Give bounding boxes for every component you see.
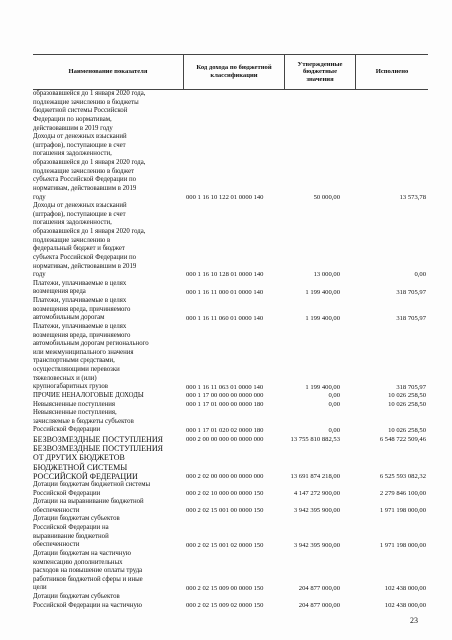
table-row: [33, 498, 428, 515]
row-name: ПРОЧИЕ НЕНАЛОГОВЫЕ ДОХОДЫ: [33, 391, 144, 399]
row-code: 000 2 02 10 000 00 0000 150: [186, 489, 264, 497]
row-name: Платежи, уплачиваемые в целях возмещения вреда, причиняемого автомобильным дорогам: [33, 297, 131, 322]
row-name: Дотации бюджетам на частичную компенсацию дополнительных расходов на повышение оплаты труда работников бюджетной сферы и иные цели: [33, 549, 143, 592]
row-name: Платежи, уплачиваемые в целях возмещения вреда, причиняемого автомобильным дорогам регионального или межмуниципального значения транспортными средствами, осуществляющими перевозки тяжеловесных и (или) крупногабаритных грузов: [33, 322, 149, 391]
row-approved: 1 199 400,00: [305, 314, 340, 322]
row-approved: 204 877 000,00: [298, 601, 340, 609]
table-row: [33, 133, 428, 202]
row-executed: 318 705,97: [396, 288, 426, 296]
budget-table: [33, 54, 428, 610]
table-row: [33, 515, 428, 550]
row-approved: 3 942 395 900,00: [293, 541, 340, 549]
row-approved: 13 755 810 882,53: [290, 435, 340, 443]
row-executed: 2 279 846 100,00: [379, 489, 426, 497]
row-approved: 0,00: [328, 392, 340, 400]
row-name: Невыясненные поступления, зачисляемые в бюджеты субъектов Российской Федерации: [33, 409, 134, 434]
row-executed: 10 026 258,50: [388, 426, 426, 434]
table-row: [33, 90, 428, 133]
row-name: Невыясненные поступления: [33, 400, 116, 408]
row-name: Дотации бюджетам бюджетной системы Российской Федерации: [33, 480, 151, 497]
row-code: 000 2 02 15 001 02 0000 150: [186, 541, 264, 549]
row-approved: 1 199 400,00: [305, 288, 340, 296]
table-row: [33, 409, 428, 435]
row-approved: 204 877 000,00: [298, 584, 340, 592]
table-row: [33, 323, 428, 392]
row-code: 000 1 17 01 000 00 0000 180: [186, 400, 264, 408]
row-code: 000 1 16 11 000 01 0000 140: [186, 288, 264, 296]
row-code: 000 1 16 11 063 01 0000 140: [186, 383, 264, 391]
table-row: [33, 550, 428, 593]
row-executed: 10 026 258,50: [388, 392, 426, 400]
row-name: образовавшейся до 1 января 2020 года, подлежащие зачислению в бюджеты бюджетной системы Российской Федерации по нормативам, действовавшим в 2019 году: [33, 90, 146, 132]
row-code: 000 1 16 10 128 01 0000 140: [186, 271, 264, 279]
row-code: 000 1 16 10 122 01 0000 140: [186, 193, 264, 201]
header-code: Код дохода по бюджетной классификации: [196, 64, 272, 79]
row-executed: 318 705,97: [396, 314, 426, 322]
row-name: БЕЗВОЗМЕЗДНЫЕ ПОСТУПЛЕНИЯ ОТ ДРУГИХ БЮДЖЕТОВ БЮДЖЕТНОЙ СИСТЕМЫ РОССИЙСКОЙ ФЕДЕРАЦИИ: [33, 444, 163, 481]
table-header: [33, 54, 428, 90]
table-row: [33, 435, 428, 444]
row-executed: 6 525 593 082,32: [379, 472, 426, 480]
header-executed: Исполнено: [375, 68, 409, 76]
row-code: 000 2 02 15 001 00 0000 150: [186, 507, 264, 515]
row-name: Доходы от денежных взысканий (штрафов), поступающие в счет погашения задолженности, образовавшейся до 1 января 2020 года, подлежащие зачислению в бюджет субъекта Российской Федерации по нормативам, действовавшим в 2019 году: [33, 133, 146, 201]
table-row: [33, 481, 428, 498]
header-name: Наименование показателя: [68, 68, 148, 76]
row-executed: 1 971 198 000,00: [379, 507, 426, 515]
header-approved: Утвержденные бюджетные значения: [297, 60, 343, 83]
table-row: [33, 202, 428, 280]
row-executed: 102 438 000,00: [384, 584, 426, 592]
row-executed: 13 573,78: [399, 193, 426, 201]
row-executed: 102 438 000,00: [384, 601, 426, 609]
table-row: [33, 444, 428, 481]
row-executed: 0,00: [414, 271, 426, 279]
row-code: 000 1 16 11 060 01 0000 140: [186, 314, 264, 322]
row-executed: 6 548 722 509,46: [379, 435, 426, 443]
table-row: [33, 392, 428, 401]
row-name: БЕЗВОЗМЕЗДНЫЕ ПОСТУПЛЕНИЯ: [33, 435, 163, 444]
row-approved: 0,00: [328, 400, 340, 408]
table-row: [33, 401, 428, 410]
row-code: 000 1 17 01 020 02 0000 180: [186, 426, 264, 434]
row-approved: 50 000,00: [313, 193, 340, 201]
table-row: [33, 593, 428, 610]
table-body: [33, 90, 428, 610]
row-code: 000 2 02 15 009 00 0000 150: [186, 584, 264, 592]
row-code: 000 2 02 00 000 00 0000 000: [186, 472, 264, 480]
row-name: Дотации бюджетам субъектов Российской Федерации на частичную: [33, 593, 142, 609]
row-approved: 3 942 395 900,00: [293, 507, 340, 515]
row-executed: 10 026 258,50: [388, 400, 426, 408]
row-code: 000 2 00 00 000 00 0000 000: [186, 435, 264, 443]
row-approved: 4 147 272 900,00: [293, 489, 340, 497]
page-number: 23: [410, 616, 418, 625]
row-executed: 1 971 198 000,00: [379, 541, 426, 549]
row-approved: 0,00: [328, 426, 340, 434]
row-executed: 318 705,97: [396, 383, 426, 391]
table-row: [33, 280, 428, 297]
row-name: Доходы от денежных взысканий (штрафов), поступающие в счет погашения задолженности, образовавшейся до 1 января 2020 года, подлежащие зачислению в федеральный бюджет и бюджет субъекта Российской Федерации по нормативам, действовавшим в 2019 году: [33, 202, 146, 279]
row-name: Дотации на выравнивание бюджетной обеспеченности: [33, 498, 144, 514]
row-approved: 13 000,00: [313, 271, 340, 279]
table-row: [33, 297, 428, 323]
row-code: 000 1 17 00 000 00 0000 000: [186, 392, 264, 400]
row-code: 000 2 02 15 009 02 0000 150: [186, 601, 264, 609]
row-approved: 13 691 874 218,00: [290, 472, 340, 480]
row-approved: 1 199 400,00: [305, 383, 340, 391]
row-name: Платежи, уплачиваемые в целях возмещения вреда: [33, 279, 127, 296]
row-name: Дотации бюджетам субъектов Российской Федерации на выравнивание бюджетной обеспеченности: [33, 515, 120, 549]
